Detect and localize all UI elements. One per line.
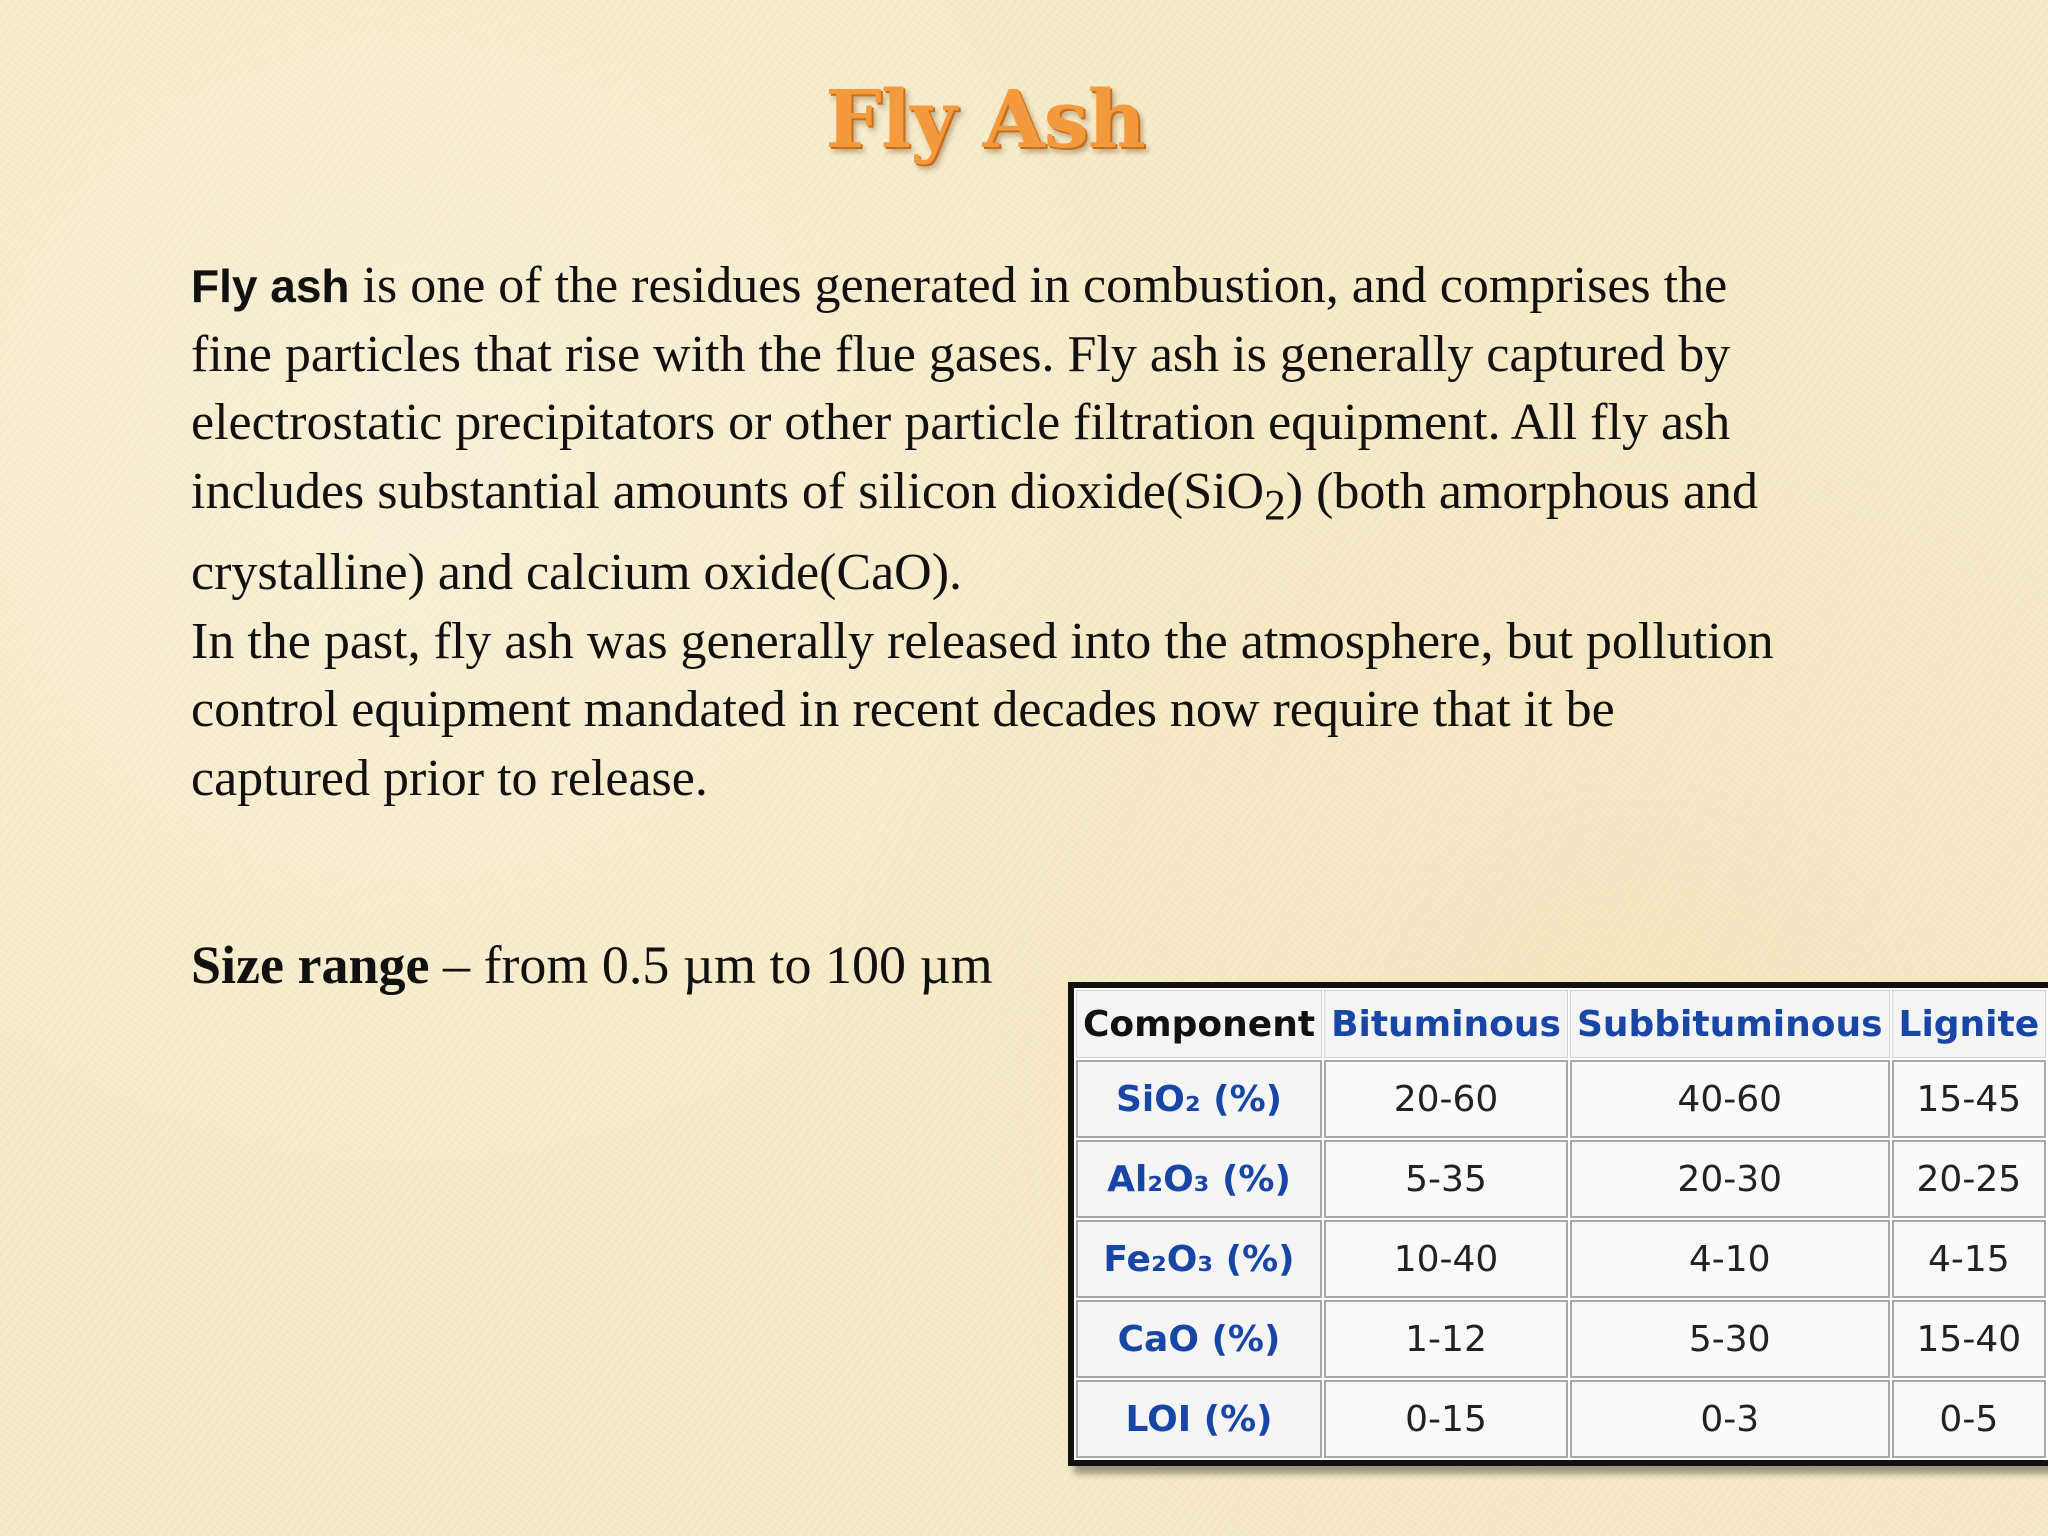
table-cell: 4-10 (1570, 1220, 1890, 1298)
table-header-row (1076, 990, 2046, 1058)
table-cell: 0-5 (1892, 1380, 2047, 1458)
paragraph-1-text: is one of the residues generated in combustion, and comprises the fine particles that rise with the flue gases. Fly ash is generally captured by electrostatic precipitators or other particle filtration equipment. All fly ash includes substantial amounts of silicon dioxide(SiO (191, 257, 1731, 520)
composition-table-frame (1068, 982, 2048, 1466)
table-cell: 0-15 (1324, 1380, 1568, 1458)
table-cell: 20-25 (1892, 1140, 2047, 1218)
row-label-cao: CaO (%) (1076, 1300, 1322, 1378)
header-bituminous: Bituminous (1324, 990, 1568, 1058)
row-label-fe2o3: Fe₂O₃ (%) (1076, 1220, 1322, 1298)
term-fly-ash: Fly ash (191, 260, 350, 312)
table-cell: 1-12 (1324, 1300, 1568, 1378)
row-label-sio2: SiO₂ (%) (1076, 1060, 1322, 1138)
header-subbituminous: Subbituminous (1570, 990, 1890, 1058)
table-row (1076, 1220, 2046, 1298)
table-cell: 0-3 (1570, 1380, 1890, 1458)
table-row (1076, 1060, 2046, 1138)
table-row (1076, 1300, 2046, 1378)
table-row (1076, 1140, 2046, 1218)
row-label-al2o3: Al₂O₃ (%) (1076, 1140, 1322, 1218)
header-lignite: Lignite (1892, 990, 2047, 1058)
description-text (191, 252, 1791, 813)
table-cell: 40-60 (1570, 1060, 1890, 1138)
description-paragraph-1 (191, 252, 1791, 608)
table-cell: 5-35 (1324, 1140, 1568, 1218)
table-cell: 20-30 (1570, 1140, 1890, 1218)
table-cell: 10-40 (1324, 1220, 1568, 1298)
paragraph-1-text-end: ) (both amorphous and crystalline) and calcium oxide(CaO). (191, 462, 1759, 602)
size-range-value: – from 0.5 µm to 100 µm (429, 935, 993, 995)
slide-title: Fly Ash (825, 72, 1145, 166)
sio2-subscript: 2 (1264, 480, 1286, 529)
table-cell: 5-30 (1570, 1300, 1890, 1378)
row-label-loi: LOI (%) (1076, 1380, 1322, 1458)
composition-table (1074, 988, 2048, 1460)
table-cell: 15-45 (1892, 1060, 2047, 1138)
description-paragraph-2: In the past, fly ash was generally released into the atmosphere, but pollution control equipment mandated in recent decades now require that it be captured prior to release. (191, 612, 1774, 807)
table-cell: 20-60 (1324, 1060, 1568, 1138)
size-range-line (191, 934, 993, 996)
header-component: Component (1076, 990, 1322, 1058)
table-cell: 15-40 (1892, 1300, 2047, 1378)
table-row (1076, 1380, 2046, 1458)
size-range-label: Size range (191, 935, 430, 995)
table-cell: 4-15 (1892, 1220, 2047, 1298)
